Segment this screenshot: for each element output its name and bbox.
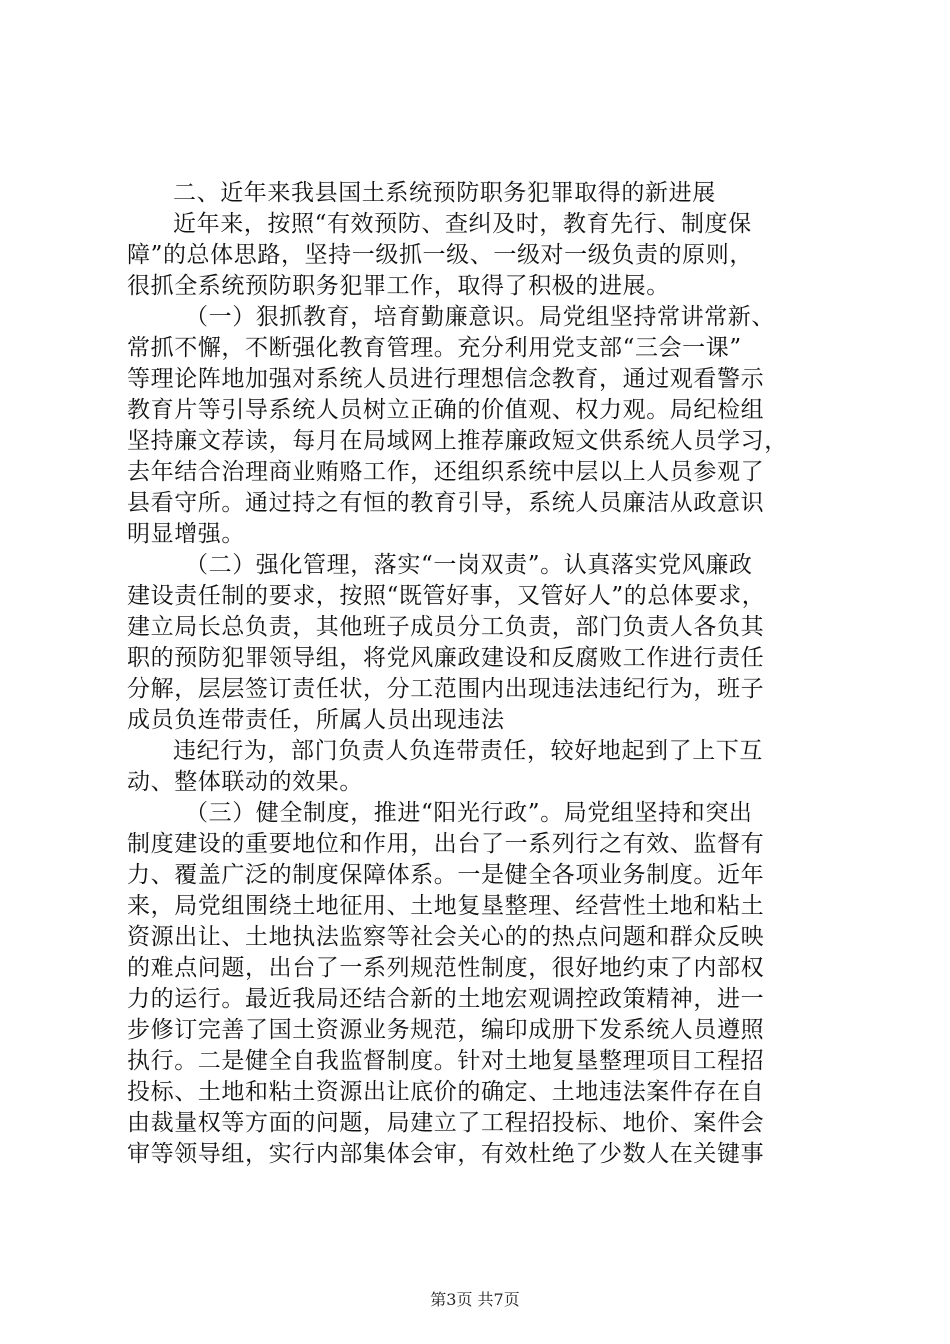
paragraph-line: 坚持廉文荐读，每月在局域网上推荐廉政短文供系统人员学习， <box>127 428 788 454</box>
paragraph-line: 建设责任制的要求，按照“既管好事，又管好人”的总体要求， <box>127 583 766 609</box>
paragraph-line: 步修订完善了国土资源业务规范，编印成册下发系统人员遵照 <box>127 1017 765 1043</box>
subsection-line: （一）狠抓教育，培育勤廉意识。局党组坚持常讲常新、 <box>185 304 775 330</box>
paragraph-line: 教育片等引导系统人员树立正确的价值观、权力观。局纪检组 <box>127 397 765 423</box>
paragraph-line: 近年来，按照“有效预防、查纠及时，教育先行、制度保 <box>173 211 752 237</box>
paragraph-line: 资源出让、土地执法监察等社会关心的的热点问题和群众反映 <box>127 924 765 950</box>
paragraph-line: 成员负连带责任，所属人员出现违法 <box>127 707 505 733</box>
paragraph-line: 制度建设的重要地位和作用，出台了一系列行之有效、监督有 <box>127 831 765 857</box>
paragraph-line: 力、覆盖广泛的制度保障体系。一是健全各项业务制度。近年 <box>127 862 765 888</box>
paragraph-line: 职的预防犯罪领导组，将党风廉政建设和反腐败工作进行责任 <box>127 645 765 671</box>
paragraph-line: 投标、土地和粘土资源出让底价的确定、土地违法案件存在自 <box>127 1079 765 1105</box>
subsection-line: （二）强化管理，落实“一岗双责”。认真落实党风廉政 <box>185 552 753 578</box>
paragraph-line: 来，局党组围绕土地征用、土地复垦整理、经营性土地和粘土 <box>127 893 765 919</box>
paragraph-line: 执行。二是健全自我监督制度。针对土地复垦整理项目工程招 <box>127 1048 765 1074</box>
paragraph-line: 力的运行。最近我局还结合新的土地宏观调控政策精神，进一 <box>127 986 765 1012</box>
paragraph-line: 动、整体联动的效果。 <box>127 769 363 795</box>
paragraph-line: 县看守所。通过持之有恒的教育引导，系统人员廉洁从政意识 <box>127 490 765 516</box>
paragraph-line: 分解，层层签订责任状，分工范围内出现违法违纪行为，班子 <box>127 676 765 702</box>
paragraph-line: 去年结合治理商业贿赂工作，还组织系统中层以上人员参观了 <box>127 459 765 485</box>
page-number-footer: 第3页 共7页 <box>430 1290 520 1309</box>
paragraph-line: 很抓全系统预防职务犯罪工作，取得了积极的进展。 <box>127 273 670 299</box>
paragraph-line: 由裁量权等方面的问题，局建立了工程招投标、地价、案件会 <box>127 1110 765 1136</box>
subsection-line: （三）健全制度，推进“阳光行政”。局党组坚持和突出 <box>185 800 753 826</box>
paragraph-line: 的难点问题，出台了一系列规范性制度，很好地约束了内部权 <box>127 955 765 981</box>
paragraph-line: 等理论阵地加强对系统人员进行理想信念教育，通过观看警示 <box>127 366 765 392</box>
paragraph-line: 明显增强。 <box>127 521 245 547</box>
paragraph-line: 常抓不懈，不断强化教育管理。充分利用党支部“三会一课” <box>127 335 742 361</box>
paragraph-line: 建立局长总负责，其他班子成员分工负责，部门负责人各负其 <box>127 614 765 640</box>
paragraph-line: 审等领导组，实行内部集体会审，有效杜绝了少数人在关键事 <box>127 1141 765 1167</box>
document-body <box>127 178 832 1170</box>
paragraph-line: 障”的总体思路，坚持一级抓一级、一级对一级负责的原则， <box>127 242 753 268</box>
section-heading: 二、近年来我县国土系统预防职务犯罪取得的新进展 <box>173 180 716 206</box>
paragraph-line: 违纪行为，部门负责人负连带责任，较好地起到了上下互 <box>173 738 763 764</box>
